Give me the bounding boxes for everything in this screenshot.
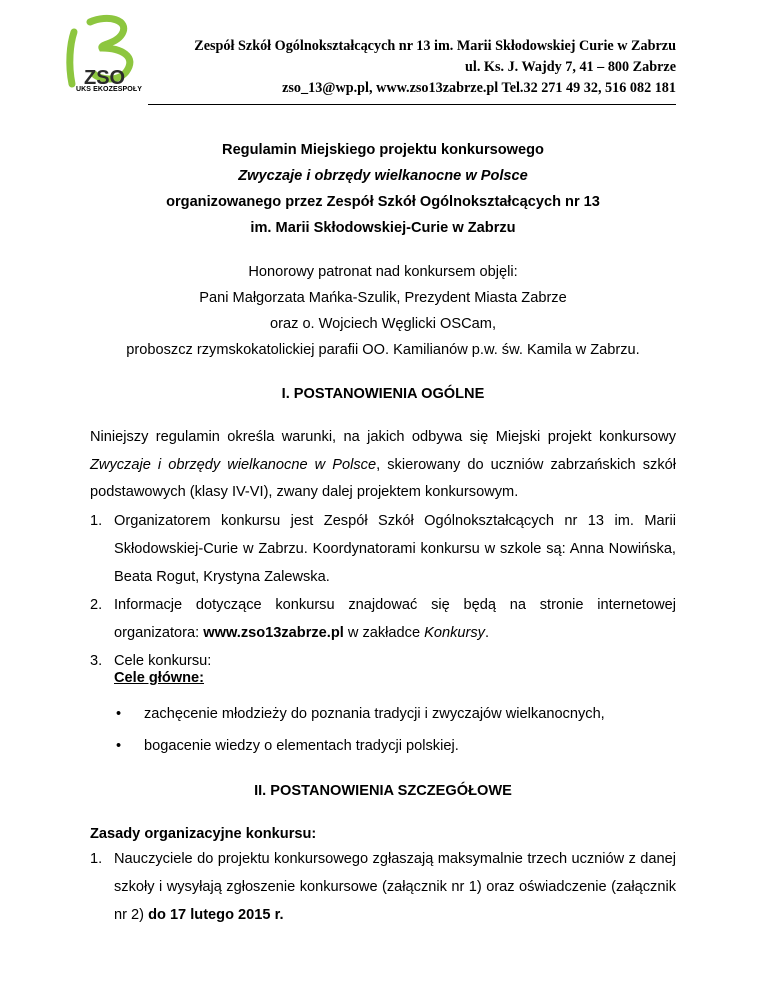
item2-text-c: .: [484, 624, 490, 641]
logo-text-main: ZSO: [84, 67, 126, 89]
title-line-3: organizowanego przez Zespół Szkół Ogólnokształcących nr 13: [166, 194, 600, 210]
bullet-icon: •: [116, 738, 122, 754]
item2-text-b: w zakładce: [343, 624, 425, 641]
title-line-2: Zwyczaje i obrzędy wielkanocne w Polsce: [238, 168, 528, 184]
section-2-subheading: Zasady organizacyjne konkursu:: [90, 826, 317, 842]
goal-item: zachęcenie młodzieży do poznania tradycji i zwyczajów wielkanocnych,: [144, 706, 605, 722]
item2-text-a: Informacje dotyczące konkursu znajdować się będą na stronie internetowej organizatora:: [114, 597, 676, 641]
title-line-1: Regulamin Miejskiego projektu konkursowego: [222, 142, 544, 158]
intro-title-italic: Zwyczaje i obrzędy wielkanocne w Polsce: [90, 456, 377, 473]
deadline: do 17 lutego 2015 r.: [148, 906, 284, 923]
section-2-heading: II. POSTANOWIENIA SZCZEGÓŁOWE: [254, 783, 512, 799]
item-text: Nauczyciele do projektu konkursowego zgłaszają maksymalnie trzech uczniów z danej szkoły i wysyłają zgłoszenie konkursowe (załącznik nr 1) oraz oświadczenie (załącznik nr 2): [114, 851, 676, 923]
item2-tab-name: Konkursy: [424, 624, 485, 641]
list-number: 1.: [90, 513, 103, 529]
list-item: [90, 508, 676, 591]
list-number: 2.: [90, 597, 103, 613]
list-item-text: Cele konkursu:: [114, 653, 212, 669]
intro-text-a: Niniejszy regulamin określa warunki, na jakich odbywa się Miejski projekt konkursowy: [90, 429, 676, 445]
patronage-line-3: oraz o. Wojciech Węglicki OSCam,: [270, 316, 496, 332]
goal-item: bogacenie wiedzy o elementach tradycji polskiej.: [144, 738, 459, 754]
goals-label: Cele główne:: [114, 670, 205, 686]
letterhead: [194, 36, 676, 99]
list-number: 1.: [90, 851, 103, 867]
list-number: 3.: [90, 653, 103, 669]
list-item-text: Organizatorem konkursu jest Zespół Szkół Ogólnokształcących nr 13 im. Marii Skłodowskiej-Curie w Zabrzu. Koordynatorami konkursu w szkole są: Anna Nowińska, Beata Rogut, Krystyna Zalewska.: [114, 513, 676, 585]
intro-text-b: , skierowany do uczniów zabrzańskich szkół podstawowych (klasy IV-VI), zwany dalej projektem konkursowym.: [90, 456, 676, 501]
patronage-line-1: Honorowy patronat nad konkursem objęli:: [248, 264, 518, 280]
letterhead-contact: zso_13@wp.pl, www.zso13zabrze.pl Tel.32 271 49 32, 516 082 181: [282, 80, 676, 96]
letterhead-address: ul. Ks. J. Wajdy 7, 41 – 800 Zabrze: [465, 59, 676, 75]
patronage-line-4: proboszcz rzymskokatolickiej parafii OO. Kamilianów p.w. św. Kamila w Zabrzu.: [126, 342, 640, 358]
list-item: [90, 592, 676, 648]
letterhead-divider: [148, 104, 676, 105]
bullet-icon: •: [116, 706, 122, 722]
section-1-heading: I. POSTANOWIENIA OGÓLNE: [281, 386, 485, 402]
title-line-4: im. Marii Skłodowskiej-Curie w Zabrzu: [250, 220, 516, 236]
organizer-url: www.zso13zabrze.pl: [203, 624, 344, 641]
section-1-intro: [90, 424, 676, 507]
list-item-text: [90, 592, 676, 648]
list-item: [90, 846, 676, 929]
letterhead-school-name: Zespół Szkół Ogólnokształcących nr 13 im. Marii Skłodowskiej Curie w Zabrzu: [194, 38, 676, 54]
list-item-text: [90, 846, 676, 929]
patronage-line-2: Pani Małgorzata Mańka-Szulik, Prezydent Miasta Zabrze: [199, 290, 567, 306]
logo-subtitle: UKS EKOZESPOŁY: [76, 86, 142, 93]
